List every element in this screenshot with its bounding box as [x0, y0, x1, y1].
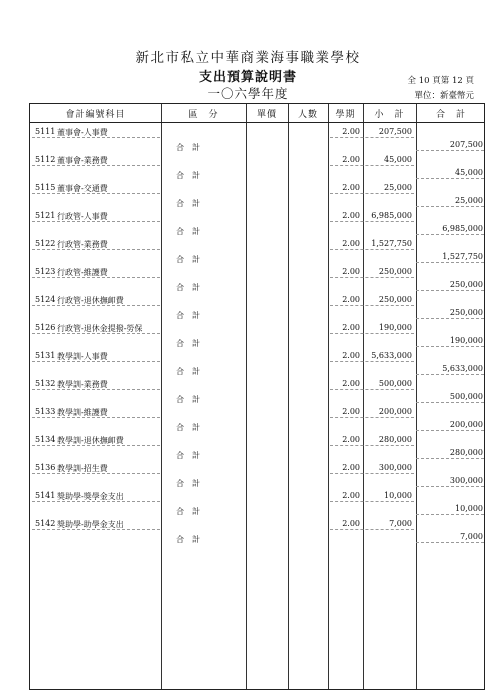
row-rule — [330, 473, 414, 474]
row-sum-label: 合 計 — [176, 367, 200, 376]
row-rule — [330, 389, 414, 390]
row-account-name: 行政管-人事費 — [57, 212, 108, 221]
row-subtotal: 7,000 — [389, 519, 412, 528]
document-title: 支出預算說明書 — [198, 70, 297, 85]
row-sum-label: 合 計 — [176, 479, 200, 488]
row-term: 2.00 — [342, 351, 360, 360]
row-rule — [330, 529, 414, 530]
table-row — [30, 407, 484, 435]
row-account-name: 獎助學-助學金支出 — [57, 520, 124, 529]
row-total: 207,500 — [449, 140, 483, 149]
row-total: 190,000 — [449, 336, 483, 345]
row-sum-label: 合 計 — [176, 395, 200, 404]
row-code: 5123 — [35, 267, 56, 276]
row-subtotal: 25,000 — [384, 183, 412, 192]
row-account-name: 教學訓-人事費 — [57, 352, 108, 361]
row-rule — [416, 178, 484, 179]
row-rule — [330, 333, 414, 334]
row-account-name: 獎助學-獎學金支出 — [57, 492, 124, 501]
table-row — [30, 491, 484, 519]
row-code: 5131 — [35, 351, 56, 360]
row-term: 2.00 — [342, 323, 360, 332]
row-rule — [32, 277, 160, 278]
row-code: 5111 — [35, 127, 56, 136]
row-rule — [416, 430, 484, 431]
row-term: 2.00 — [342, 435, 360, 444]
row-rule — [416, 346, 484, 347]
row-rule — [32, 445, 160, 446]
row-total: 7,000 — [460, 532, 483, 541]
header-total: 合 計 — [435, 110, 466, 120]
row-rule — [32, 221, 160, 222]
row-rule — [32, 333, 160, 334]
row-total: 250,000 — [449, 280, 483, 289]
row-account-name: 行政管-退休撫卹費 — [57, 296, 124, 305]
row-code: 5121 — [35, 211, 56, 220]
table-row — [30, 239, 484, 267]
currency-unit: 單位：新臺幣元 — [414, 91, 474, 101]
school-year: 一〇六學年度 — [207, 86, 289, 101]
row-account-name: 董事會-人事費 — [57, 128, 108, 137]
row-rule — [330, 501, 414, 502]
row-account-name: 董事會-業務費 — [57, 156, 108, 165]
row-term: 2.00 — [342, 211, 360, 220]
row-rule — [330, 249, 414, 250]
row-rule — [330, 221, 414, 222]
row-rule — [330, 165, 414, 166]
row-term: 2.00 — [342, 239, 360, 248]
row-term: 2.00 — [342, 295, 360, 304]
row-subtotal: 207,500 — [378, 127, 412, 136]
table-row — [30, 351, 484, 379]
row-rule — [330, 417, 414, 418]
table-row — [30, 127, 484, 155]
row-code: 5136 — [35, 463, 56, 472]
header-code: 會計編號科目 — [65, 110, 126, 120]
row-sum-label: 合 計 — [176, 339, 200, 348]
table-row — [30, 155, 484, 183]
row-total: 6,985,000 — [442, 224, 483, 233]
row-rule — [330, 361, 414, 362]
row-account-name: 教學訓-招生費 — [57, 464, 108, 473]
row-subtotal: 250,000 — [378, 295, 412, 304]
table-row — [30, 323, 484, 351]
row-subtotal: 280,000 — [378, 435, 412, 444]
row-code: 5124 — [35, 295, 56, 304]
header-term: 學期 — [335, 110, 356, 120]
row-account-name: 教學訓-退休撫卹費 — [57, 436, 124, 445]
table-row — [30, 211, 484, 239]
header-count: 人數 — [297, 110, 318, 120]
row-code: 5126 — [35, 323, 56, 332]
row-rule — [32, 501, 160, 502]
row-code: 5115 — [35, 183, 56, 192]
table-row — [30, 519, 484, 547]
row-rule — [330, 137, 414, 138]
row-account-name: 行政管-維護費 — [57, 268, 108, 277]
row-account-name: 教學訓-業務費 — [57, 380, 108, 389]
header-subtotal: 小 計 — [374, 110, 405, 120]
row-total: 250,000 — [449, 308, 483, 317]
row-term: 2.00 — [342, 183, 360, 192]
row-sum-label: 合 計 — [176, 199, 200, 208]
page-info: 全 10 頁第 12 頁 — [407, 76, 474, 86]
row-rule — [416, 318, 484, 319]
row-term: 2.00 — [342, 491, 360, 500]
row-term: 2.00 — [342, 407, 360, 416]
row-term: 2.00 — [342, 463, 360, 472]
row-account-name: 董事會-交通費 — [57, 184, 108, 193]
row-rule — [416, 374, 484, 375]
row-sum-label: 合 計 — [176, 227, 200, 236]
row-rule — [32, 529, 160, 530]
row-code: 5134 — [35, 435, 56, 444]
row-rule — [416, 402, 484, 403]
row-subtotal: 1,527,750 — [371, 239, 412, 248]
table-row — [30, 379, 484, 407]
row-sum-label: 合 計 — [176, 255, 200, 264]
row-rule — [32, 389, 160, 390]
row-sum-label: 合 計 — [176, 535, 200, 544]
row-rule — [330, 445, 414, 446]
row-account-name: 教學訓-維護費 — [57, 408, 108, 417]
row-rule — [416, 206, 484, 207]
row-rule — [32, 249, 160, 250]
row-rule — [416, 542, 484, 543]
row-rule — [32, 305, 160, 306]
row-sum-label: 合 計 — [176, 171, 200, 180]
row-rule — [330, 193, 414, 194]
table-row — [30, 183, 484, 211]
budget-table — [29, 103, 485, 690]
row-rule — [416, 234, 484, 235]
row-subtotal: 6,985,000 — [371, 211, 412, 220]
row-subtotal: 300,000 — [378, 463, 412, 472]
table-row — [30, 435, 484, 463]
school-name: 新北市私立中華商業海事職業學校 — [135, 50, 361, 66]
row-subtotal: 190,000 — [378, 323, 412, 332]
row-rule — [32, 137, 160, 138]
row-subtotal: 45,000 — [384, 155, 412, 164]
table-row — [30, 295, 484, 323]
row-rule — [416, 458, 484, 459]
row-rule — [416, 290, 484, 291]
row-term: 2.00 — [342, 127, 360, 136]
row-code: 5122 — [35, 239, 56, 248]
row-total: 45,000 — [455, 168, 483, 177]
row-total: 1,527,750 — [442, 252, 483, 261]
row-rule — [416, 262, 484, 263]
row-subtotal: 200,000 — [378, 407, 412, 416]
table-row — [30, 267, 484, 295]
row-sum-label: 合 計 — [176, 143, 200, 152]
row-subtotal: 5,633,000 — [371, 351, 412, 360]
row-sum-label: 合 計 — [176, 451, 200, 460]
row-code: 5133 — [35, 407, 56, 416]
row-rule — [330, 305, 414, 306]
row-rule — [416, 150, 484, 151]
row-subtotal: 500,000 — [378, 379, 412, 388]
row-sum-label: 合 計 — [176, 423, 200, 432]
row-total: 280,000 — [449, 448, 483, 457]
row-total: 300,000 — [449, 476, 483, 485]
row-term: 2.00 — [342, 379, 360, 388]
row-sum-label: 合 計 — [176, 507, 200, 516]
row-rule — [330, 277, 414, 278]
row-subtotal: 250,000 — [378, 267, 412, 276]
header-unit-price: 單價 — [256, 110, 277, 120]
row-account-name: 行政管-退休金提撥-勞保 — [57, 324, 143, 333]
row-rule — [32, 361, 160, 362]
table-header — [30, 104, 484, 123]
row-rule — [32, 193, 160, 194]
row-term: 2.00 — [342, 267, 360, 276]
row-term: 2.00 — [342, 519, 360, 528]
row-rule — [416, 486, 484, 487]
row-code: 5142 — [35, 519, 56, 528]
row-total: 25,000 — [455, 196, 483, 205]
row-rule — [416, 514, 484, 515]
table-row — [30, 463, 484, 491]
row-total: 10,000 — [455, 504, 483, 513]
row-sum-label: 合 計 — [176, 311, 200, 320]
row-rule — [32, 417, 160, 418]
row-total: 500,000 — [449, 392, 483, 401]
row-total: 200,000 — [449, 420, 483, 429]
row-code: 5132 — [35, 379, 56, 388]
row-rule — [32, 165, 160, 166]
row-total: 5,633,000 — [442, 364, 483, 373]
header-division: 區 分 — [188, 110, 219, 120]
row-rule — [32, 473, 160, 474]
row-sum-label: 合 計 — [176, 283, 200, 292]
row-account-name: 行政管-業務費 — [57, 240, 108, 249]
row-code: 5141 — [35, 491, 56, 500]
row-code: 5112 — [35, 155, 56, 164]
row-subtotal: 10,000 — [384, 491, 412, 500]
row-term: 2.00 — [342, 155, 360, 164]
